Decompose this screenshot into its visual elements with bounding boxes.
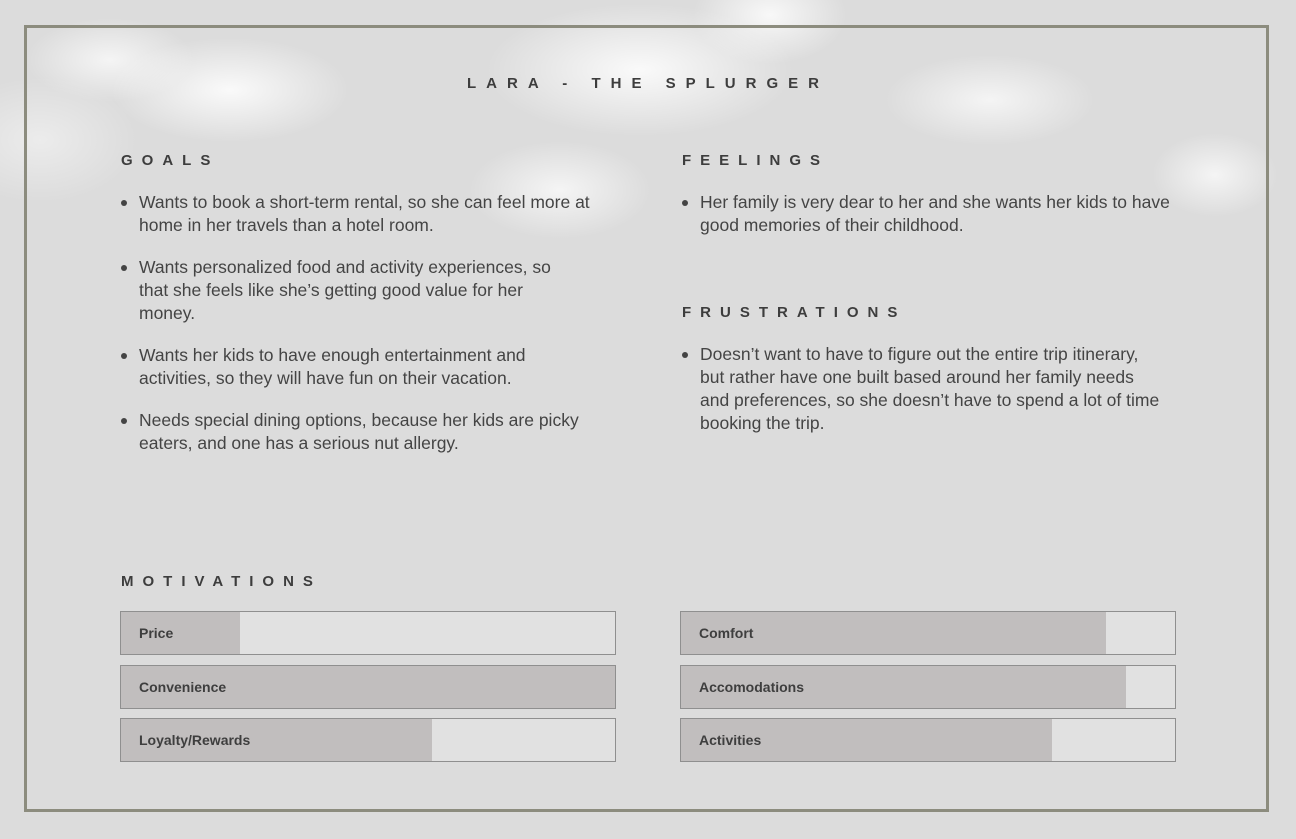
feeling-item: Her family is very dear to her and she wants her kids to have good memories of their childhood. [681, 191, 1181, 237]
feelings-heading: FEELINGS [682, 152, 830, 169]
motivation-bar-label: Comfort [699, 625, 754, 641]
motivation-bar-label: Activities [699, 732, 762, 748]
motivation-bar-label: Convenience [139, 679, 227, 695]
motivation-bar-label: Accomodations [699, 679, 805, 695]
motivation-bar-activities [680, 718, 1176, 762]
goal-item: Wants to book a short-term rental, so she can feel more at home in her travels than a hotel room. [120, 191, 620, 237]
motivation-bar-price [120, 611, 616, 655]
motivation-bar-comfort [680, 611, 1176, 655]
goal-item: Wants personalized food and activity experiences, so that she feels like she’s getting good value for her money. [120, 256, 579, 325]
motivation-bar-label: Loyalty/Rewards [139, 732, 251, 748]
feelings-list [681, 191, 1181, 256]
motivation-bar-accomodations [680, 665, 1176, 709]
goals-heading: GOALS [121, 152, 220, 169]
goal-item: Wants her kids to have enough entertainment and activities, so they will have fun on their vacation. [120, 344, 589, 390]
persona-title: LARA - THE SPLURGER [467, 75, 829, 92]
motivations-heading: MOTIVATIONS [121, 573, 322, 590]
frustrations-heading: FRUSTRATIONS [682, 304, 907, 321]
frustration-item: Doesn’t want to have to figure out the entire trip itinerary, but rather have one built based around her family needs and preferences, so she doesn’t have to spend a lot of time booking the trip. [681, 343, 1161, 435]
motivation-bar-loyalty-rewards [120, 718, 616, 762]
motivation-bar-convenience [120, 665, 616, 709]
motivation-bar-label: Price [139, 625, 174, 641]
goal-item: Needs special dining options, because her kids are picky eaters, and one has a serious nut allergy. [120, 409, 599, 455]
goals-list [120, 191, 620, 474]
frustrations-list [681, 343, 1161, 454]
